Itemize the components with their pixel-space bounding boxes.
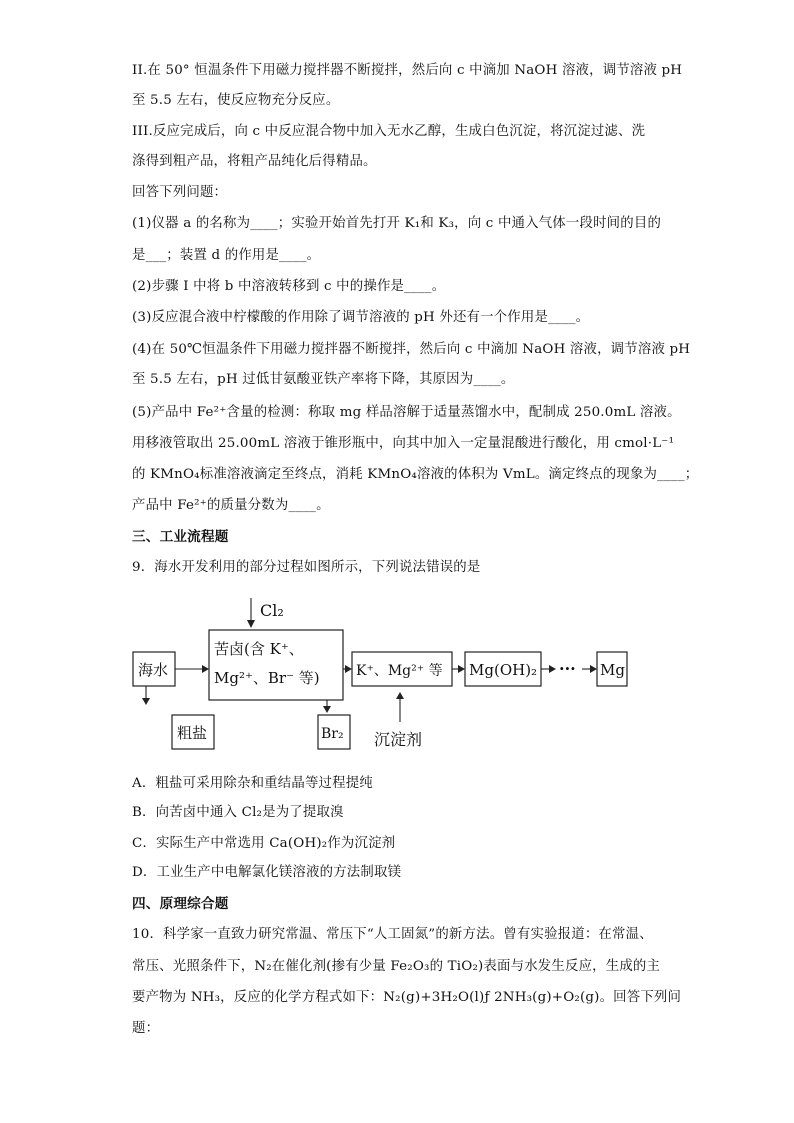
precipitant-label: 沉淀剂 <box>374 730 423 749</box>
mgoh2-label: Mg(OH)₂ <box>469 661 538 679</box>
section-heading: 四、原理综合题 <box>132 896 229 912</box>
option-c: C．实际生产中常选用 Ca(OH)₂作为沉淀剂 <box>132 836 396 851</box>
text-line: II.在 50° 恒温条件下用磁力搅拌器不断搅拌，然后向 c 中滴加 NaOH 溶液，调节溶液 pH <box>132 63 683 78</box>
text-line: 题： <box>132 1021 160 1036</box>
arrow-head <box>202 665 209 673</box>
arrow-head <box>323 706 331 713</box>
text-line: 用移液管取出 25.00mL 溶液于锥形瓶中，向其中加入一定量混酸进行酸化，用 cmol·L⁻¹ <box>132 436 675 451</box>
text-line: 的 KMnO₄标准溶液滴定至终点，消耗 KMnO₄溶液的体积为 VmL。滴定终点的现象为____； <box>132 467 699 482</box>
arrow-head <box>549 665 556 673</box>
arrow-head <box>345 665 352 673</box>
text-line: (3)反应混合液中柠檬酸的作用除了调节溶液的 pH 外还有一个作用是____。 <box>132 310 590 325</box>
seawater-label: 海水 <box>138 661 169 679</box>
text-line: (2)步骤 I 中将 b 中溶液转移到 c 中的操作是____。 <box>132 279 446 294</box>
text-line: 至 5.5 左右，使反应物充分反应。 <box>132 93 340 108</box>
ellipsis: ··· <box>559 659 576 678</box>
text-line: 要产物为 NH₃，反应的化学方程式如下：N₂(g)+3H₂O(l)ƒ 2NH₃(g)+O₂(g)。回答下列问 <box>132 990 682 1005</box>
text-line: 回答下列问题： <box>132 185 228 200</box>
text-line: 常压、光照条件下，N₂在催化剂(掺有少量 Fe₂O₃的 TiO₂)表面与水发生反应，生成的主 <box>132 959 661 974</box>
section-heading: 三、工业流程题 <box>132 529 229 545</box>
arrow-head <box>247 620 255 628</box>
text-line: 至 5.5 左右，pH 过低甘氨酸亚铁产率将下降，其原因为____。 <box>132 372 515 387</box>
arrow-head <box>396 692 404 699</box>
mg-label: Mg <box>600 661 625 679</box>
text-line: 是___；装置 d 的作用是____。 <box>132 248 321 263</box>
text-line: 涤得到粗产品，将粗产品纯化后得精品。 <box>132 154 377 169</box>
question-stem: 9．海水开发利用的部分过程如图所示，下列说法错误的是 <box>132 560 481 575</box>
brine-label-2: Mg²⁺、Br⁻ 等) <box>214 669 320 687</box>
option-b: B．向苦卤中通入 Cl₂是为了提取溴 <box>132 805 344 820</box>
flow-diagram-svg <box>130 592 650 777</box>
text-line: 产品中 Fe²⁺的质量分数为____。 <box>132 498 330 513</box>
ions-label: K⁺、Mg²⁺ 等 <box>356 663 443 679</box>
option-d: D．工业生产中电解氯化镁溶液的方法制取镁 <box>132 865 402 880</box>
text-line: (4)在 50℃恒温条件下用磁力搅拌器不断搅拌，然后向 c 中滴加 NaOH 溶液，调节溶液 pH <box>132 342 691 357</box>
text-line: III.反应完成后，向 c 中反应混合物中加入无水乙醇，生成白色沉淀，将沉淀过滤、洗 <box>132 124 646 139</box>
text-line: 10．科学家一直致力研究常温、常压下“人工固氮”的新方法。曾有实验报道：在常温、 <box>132 927 653 942</box>
option-a: A．粗盐可采用除杂和重结晶等过程提纯 <box>132 776 373 791</box>
text-line: (5)产品中 Fe²⁺含量的检测：称取 mg 样品溶解于适量蒸馏水中，配制成 250.0mL 溶液。 <box>132 405 681 420</box>
brine-label-1: 苦卤(含 K⁺、 <box>214 640 304 658</box>
cl2-label: Cl₂ <box>260 601 284 620</box>
arrow-head <box>458 665 465 673</box>
crude-salt-label: 粗盐 <box>177 724 208 742</box>
br2-label: Br₂ <box>321 726 344 742</box>
arrow-head <box>590 665 597 673</box>
arrow-head <box>142 698 150 705</box>
text-line: (1)仪器 a 的名称为____；实验开始首先打开 K₁和 K₃，向 c 中通入气体一段时间的目的 <box>132 216 662 231</box>
flow-diagram <box>130 592 650 777</box>
